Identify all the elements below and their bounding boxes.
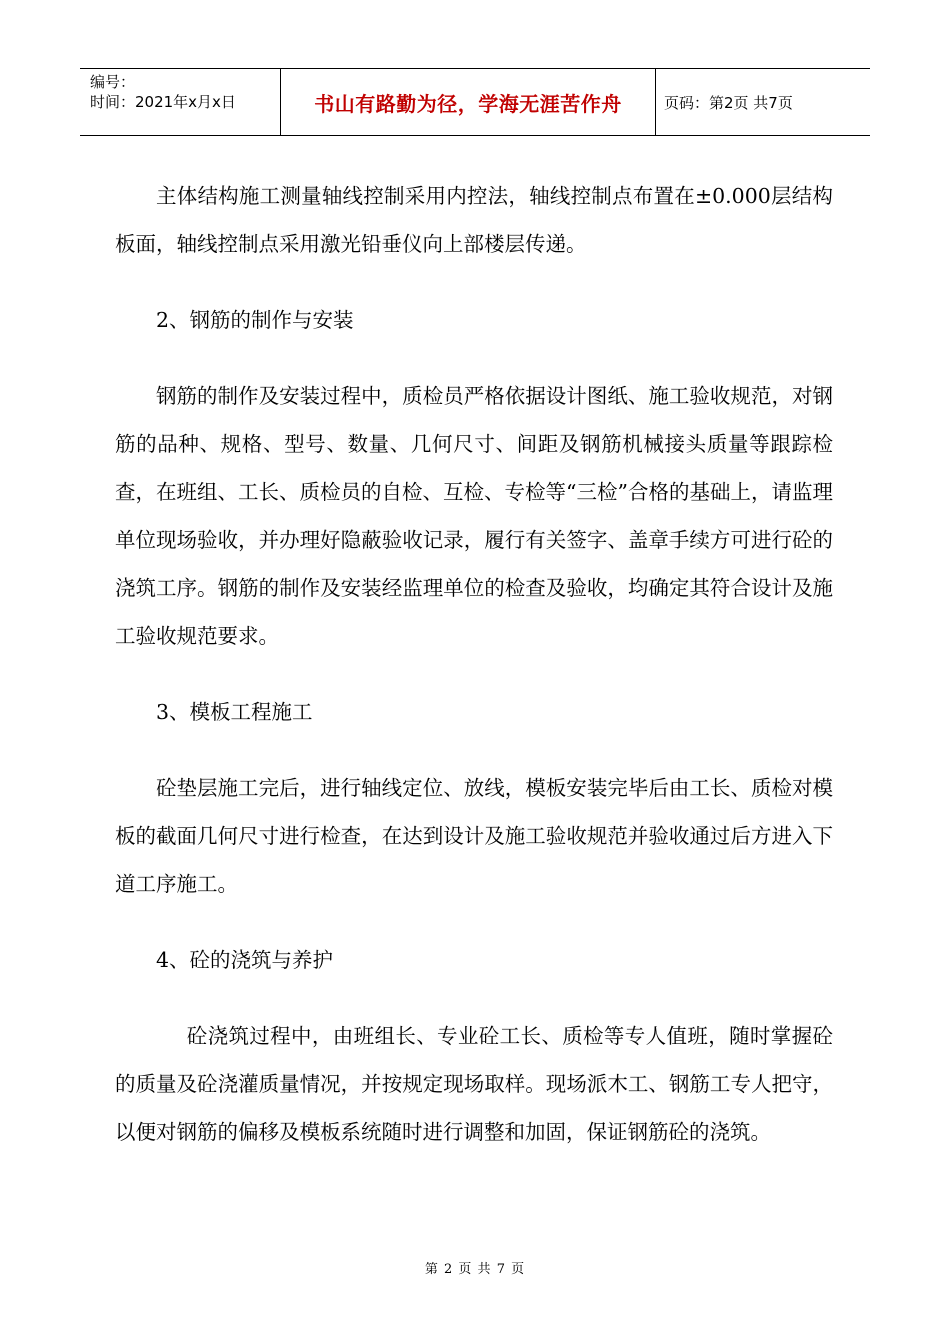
- paragraph-formwork: 砼垫层施工完后，进行轴线定位、放线，模板安装完毕后由工长、质检对模板的截面几何尺寸进行检查，在达到设计及施工验收规范并验收通过后方进入下道工序施工。: [115, 776, 833, 896]
- page-header: [80, 68, 870, 136]
- section-heading-formwork: 3、模板工程施工: [156, 700, 313, 724]
- section-heading-rebar: 2、钢筋的制作与安装: [156, 308, 354, 332]
- paragraph-survey: 主体结构施工测量轴线控制采用内控法，轴线控制点布置在±0.000层结构板面，轴线控制点采用激光铅垂仪向上部楼层传递。: [115, 184, 833, 256]
- page-footer: 第 2 页 共 7 页: [424, 1262, 526, 1277]
- document-body: [115, 172, 833, 1156]
- code-label: 编号：: [90, 73, 136, 91]
- section-heading-concrete: 4、砼的浇筑与养护: [156, 948, 334, 972]
- header-meta: [80, 69, 280, 135]
- header-page-info: 页码：第2页 共7页: [664, 93, 793, 112]
- time-label: 时间：2021年x月x日: [90, 93, 236, 111]
- paragraph-concrete: 砼浇筑过程中，由班组长、专业砼工长、质检等专人值班，随时掌握砼的质量及砼浇灌质量情况，并按规定现场取样。现场派木工、钢筋工专人把守，以便对钢筋的偏移及模板系统随时进行调整和加固，保证钢筋砼的浇筑。: [115, 1024, 833, 1144]
- header-motto: 书山有路勤为径，学海无涯苦作舟: [280, 69, 656, 135]
- paragraph-rebar: 钢筋的制作及安装过程中，质检员严格依据设计图纸、施工验收规范，对钢筋的品种、规格、型号、数量、几何尺寸、间距及钢筋机械接头质量等跟踪检查，在班组、工长、质检员的自检、互检、专检等“三检”合格的基础上，请监理单位现场验收，并办理好隐蔽验收记录，履行有关签字、盖章手续方可进行砼的浇筑工序。钢筋的制作及安装经监理单位的检查及验收，均确定其符合设计及施工验收规范要求。: [115, 384, 833, 648]
